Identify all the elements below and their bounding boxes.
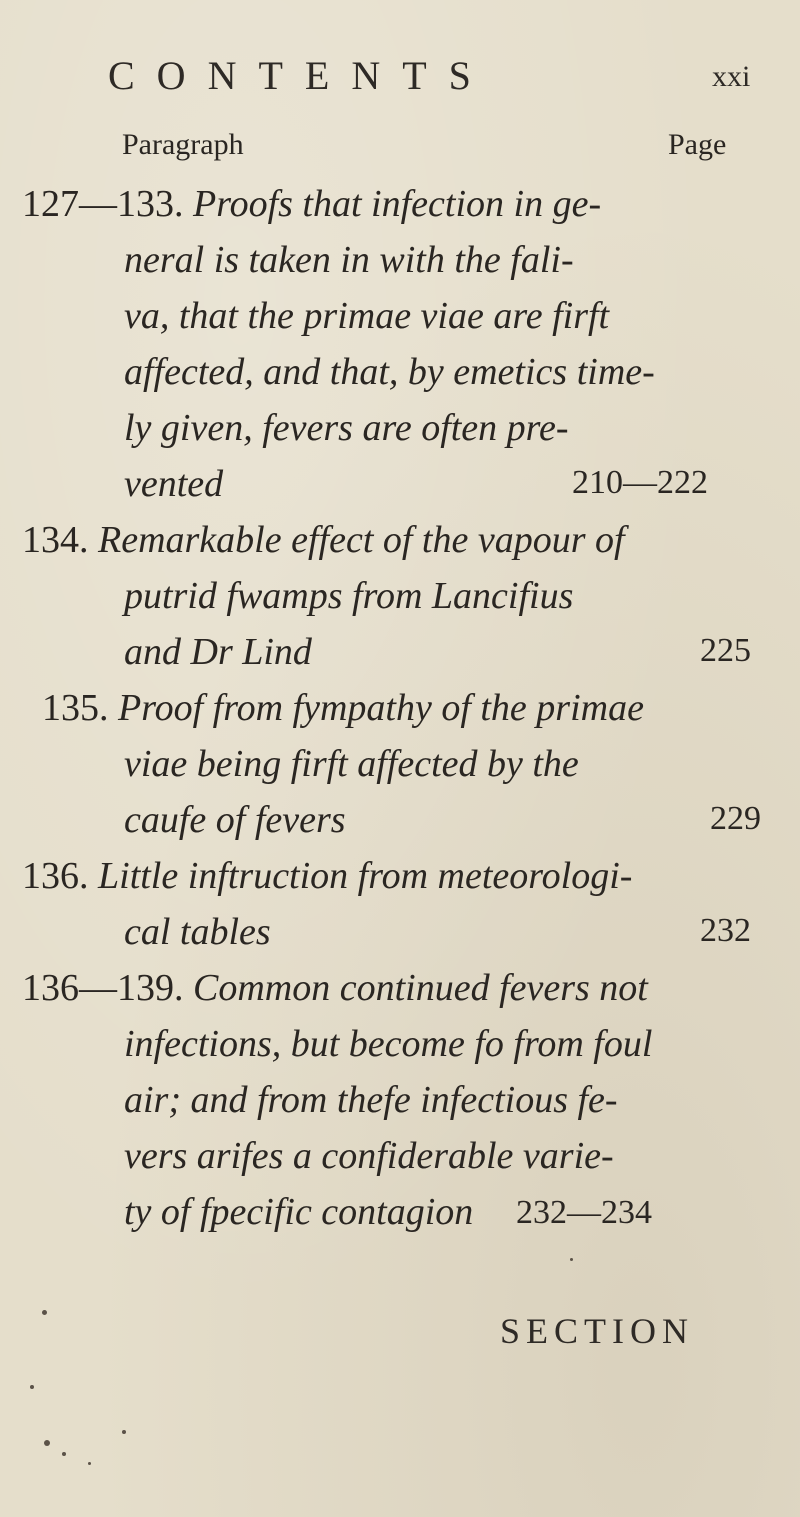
entry-number: 136—139.	[22, 967, 184, 1009]
entry-line	[22, 182, 601, 226]
entry-number: 134.	[22, 519, 89, 561]
paper-speck	[570, 1258, 573, 1261]
entry-text: Remarkable effect of the vapour of	[98, 519, 625, 561]
entry-text: cal tables	[124, 911, 271, 953]
entry-number: 127—133.	[22, 183, 184, 225]
entry-text: ly given, fevers are often pre-	[124, 407, 569, 449]
entry-text: va, that the primae viae are firft	[124, 295, 610, 337]
page-number: xxi	[712, 60, 751, 93]
paper-speck	[30, 1385, 34, 1389]
catchword: SECTION	[500, 1311, 694, 1351]
paper-speck	[62, 1452, 66, 1456]
entry-page: 229	[710, 800, 761, 837]
entry-text: vers arifes a confiderable varie-	[124, 1135, 614, 1177]
entry-text: neral is taken in with the fali-	[124, 239, 574, 281]
column-heading-paragraph: Paragraph	[122, 128, 244, 161]
paper-speck	[44, 1440, 50, 1446]
entry-text: and Dr Lind	[124, 631, 312, 673]
paper-speck	[42, 1310, 47, 1315]
entry-page: 210—222	[572, 464, 708, 501]
entry-text: infections, but become fo from foul	[124, 1023, 653, 1065]
paper-speck	[122, 1430, 126, 1434]
entry-text: Proof from fympathy of the primae	[118, 687, 644, 729]
entry-text: Common continued fevers not	[193, 967, 648, 1009]
entry-line	[22, 966, 648, 1010]
entry-text: vented	[124, 463, 224, 505]
entry-line	[42, 686, 644, 730]
running-header: CONTENTS	[108, 53, 493, 98]
entry-page: 232	[700, 912, 751, 949]
entry-text: air; and from thefe infectious fe-	[124, 1079, 618, 1121]
column-heading-page: Page	[668, 128, 727, 161]
entry-text: affected, and that, by emetics time-	[124, 351, 655, 393]
entry-text: Little inftruction from meteorologi-	[98, 855, 633, 897]
entry-text: ty of fpecific contagion	[124, 1191, 474, 1233]
entry-text: Proofs that infection in ge-	[193, 183, 602, 225]
entry-text: putrid fwamps from Lancifius	[124, 575, 574, 617]
paper-speck	[88, 1462, 91, 1465]
entry-page: 225	[700, 632, 751, 669]
entry-number: 135.	[42, 687, 109, 729]
entry-page: 232—234	[516, 1194, 652, 1231]
entry-text: viae being firft affected by the	[124, 743, 579, 785]
entry-number: 136.	[22, 855, 89, 897]
entry-line	[22, 518, 625, 562]
entry-text: caufe of fevers	[124, 799, 346, 841]
entry-line	[22, 854, 632, 898]
